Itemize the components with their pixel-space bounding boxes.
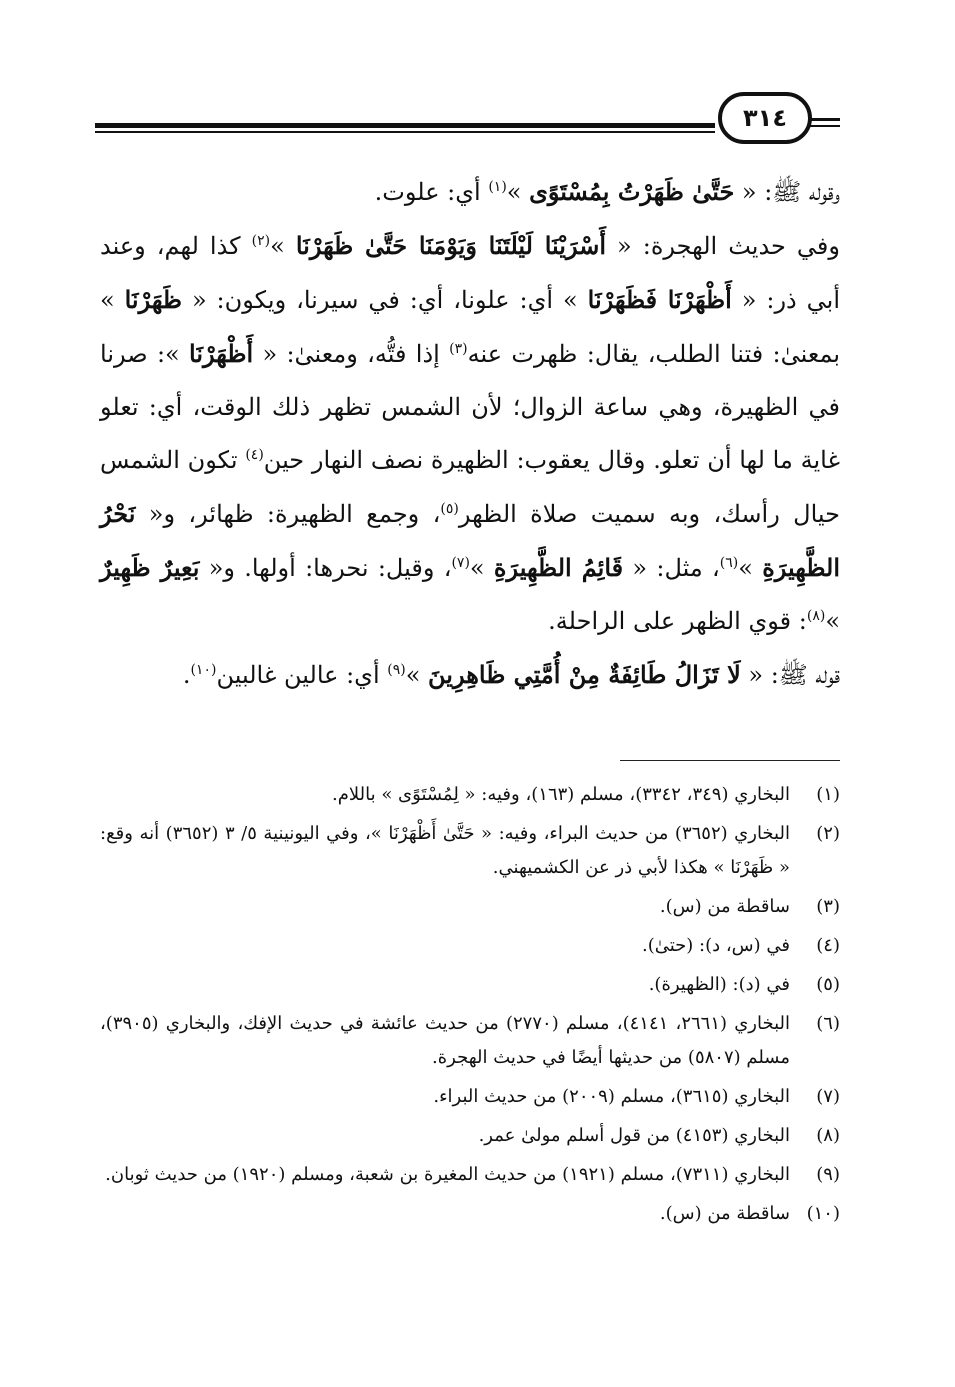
footnote-number: (٢) — [816, 823, 840, 844]
footnote — [100, 1080, 840, 1114]
hadith-quote: حَتَّىٰ ظَهَرْتُ بِمُسْتَوًى — [529, 177, 735, 206]
footnotes-list — [100, 778, 840, 1236]
footnote-text: البخاري (٣٦١٥)، مسلم (٢٠٠٩) من حديث البراء. — [433, 1086, 790, 1107]
text-run: أي: عالين غالبين — [216, 661, 388, 689]
page-header — [95, 88, 840, 148]
footnote-number: (١) — [816, 784, 840, 805]
footnote — [100, 929, 840, 963]
footnote-text: ساقطة من (س). — [659, 1203, 790, 1224]
footnote-text: البخاري (٤١٥٣) من قول أسلم مولىٰ عمر. — [478, 1125, 790, 1146]
footnote — [100, 1007, 840, 1075]
main-text — [100, 165, 840, 702]
footnote-text: البخاري (٣٦٥٢) من حديث البراء، وفيه: « حَتَّىٰ أَظْهَرْنَا »، وفي اليونينية ٥/ ٣ (٣٦٥٢) أنه وقع: « ظَهَرْنَا » هكذا لأبي ذر عن الكشميهني. — [100, 823, 790, 878]
hadith-quote: أَظْهَرْنَا — [189, 339, 254, 368]
page-number: ٣١٤ — [718, 92, 812, 144]
footnote — [100, 1119, 840, 1153]
text-run: ، وقيل: نحرها: أولها. و« — [199, 554, 452, 582]
header-rule — [95, 123, 715, 128]
footnote — [100, 968, 840, 1002]
footnote-ref[interactable]: (٦) — [719, 555, 739, 571]
text-run: ، مثل: « — [623, 554, 720, 582]
text-run: تكون الشمس حيال رأسك، وبه سميت صلاة الظهر — [100, 446, 840, 528]
footnote-number: (٩) — [816, 1164, 840, 1185]
footnote — [100, 778, 840, 812]
footnote-number: (٤) — [816, 935, 840, 956]
footnote — [100, 1158, 840, 1192]
footnote-ref[interactable]: (٢) — [251, 233, 271, 249]
footnote — [100, 817, 840, 885]
text-run: أي: علوت. — [374, 178, 489, 206]
footnote-number: (٥) — [816, 974, 840, 995]
footnote-ref[interactable]: (٨) — [806, 608, 826, 624]
hadith-quote: نَحْرُ الظَّهِيرَةِ — [100, 499, 840, 582]
footnote-text: البخاري (٣٤٩، ٣٣٤٢)، مسلم (١٦٣)، وفيه: « لِمُسْتَوًى » باللام. — [332, 784, 790, 805]
text-run: »: صرنا في الظهيرة، وهي ساعة الزوال؛ لأن الشمس تظهر ذلك الوقت، أي: تعلو غاية ما لها أن تعلو. وقال يعقوب: الظهيرة نصف النهار حين — [100, 340, 841, 474]
text-run: . — [182, 661, 191, 689]
footnote-number: (٦) — [816, 1013, 840, 1034]
paragraph-3 — [100, 648, 840, 702]
text-run: وفي حديث الهجرة: « — [605, 232, 840, 260]
footnote-number: (١٠) — [806, 1203, 840, 1224]
footnote-separator — [620, 760, 840, 761]
footnote-text: في (د): (الظهيرة). — [648, 974, 790, 995]
text-run: ، وجمع الظهيرة: ظهائر، و« — [135, 500, 441, 528]
paragraph-1 — [100, 165, 840, 219]
text-run: وقوله ﷺ: « — [734, 178, 840, 206]
text-run: » — [738, 554, 763, 582]
hadith-quote: أَسْرَيْنَا لَيْلَتَنَا وَيَوْمَنَا حَتَّىٰ ظَهَرْنَا — [295, 231, 606, 260]
hadith-quote: أَظْهَرْنَا فَظَهَرْنَا — [587, 285, 732, 314]
footnote-number: (٣) — [816, 896, 840, 917]
footnote-ref[interactable]: (١) — [488, 179, 507, 195]
footnote-ref[interactable]: (١٠) — [190, 662, 217, 678]
footnote-ref[interactable]: (٩) — [387, 662, 406, 678]
text-run: إذا فتُّه، ومعنىٰ: « — [253, 340, 450, 368]
text-run: » — [825, 607, 840, 635]
hadith-quote: قَائِمُ الظَّهِيرَةِ — [493, 553, 624, 582]
footnote — [100, 890, 840, 924]
footnote-text: في (س، د): (حتىٰ). — [641, 935, 790, 956]
footnote-ref[interactable]: (٥) — [440, 501, 459, 517]
text-run: » أي: علونا، أي: في سيرنا، ويكون: « — [182, 286, 588, 314]
hadith-quote: بَعِيرٌ ظَهِيرٌ — [100, 553, 200, 582]
text-run: » — [506, 178, 530, 206]
hadith-quote: ظَهَرْنَا — [124, 285, 183, 314]
header-rule-right — [810, 118, 840, 121]
text-run: كذا لهم، وعند أبي ذر: « — [100, 232, 841, 314]
text-run: : قوي الظهر على الراحلة. — [548, 607, 807, 635]
text-run: » بمعنىٰ: فتنا الطلب، يقال: ظهرت عنه — [100, 286, 841, 368]
footnote-text: البخاري (٧٣١١)، مسلم (١٩٢١) من حديث المغيرة بن شعبة، ومسلم (١٩٢٠) من حديث ثوبان. — [105, 1164, 790, 1185]
text-run: قوله ﷺ: « — [740, 661, 840, 689]
footnote-number: (٨) — [816, 1125, 840, 1146]
hadith-quote: لَا تَزَالُ طَائِفَةٌ مِنْ أُمَّتِي ظَاهِرِينَ — [428, 660, 741, 689]
footnote-ref[interactable]: (٧) — [451, 555, 470, 571]
footnote-text: البخاري (٢٦٦١، ٤١٤١)، مسلم (٢٧٧٠) من حديث عائشة في حديث الإفك، والبخاري (٣٩٠٥)، مسلم (٥٨٠٧) من حديثها أيضًا في حديث الهجرة. — [100, 1013, 791, 1068]
footnote — [100, 1197, 840, 1231]
header-rule-thin — [95, 131, 715, 133]
header-rule-right-thin — [810, 125, 840, 127]
text-run: » — [270, 232, 296, 260]
paragraph-2 — [100, 219, 840, 648]
footnote-ref[interactable]: (٣) — [449, 341, 468, 357]
footnote-number: (٧) — [816, 1086, 840, 1107]
footnote-ref[interactable]: (٤) — [245, 447, 264, 463]
footnote-text: ساقطة من (س). — [659, 896, 790, 917]
text-run: » — [405, 661, 429, 689]
text-run: » — [469, 554, 494, 582]
